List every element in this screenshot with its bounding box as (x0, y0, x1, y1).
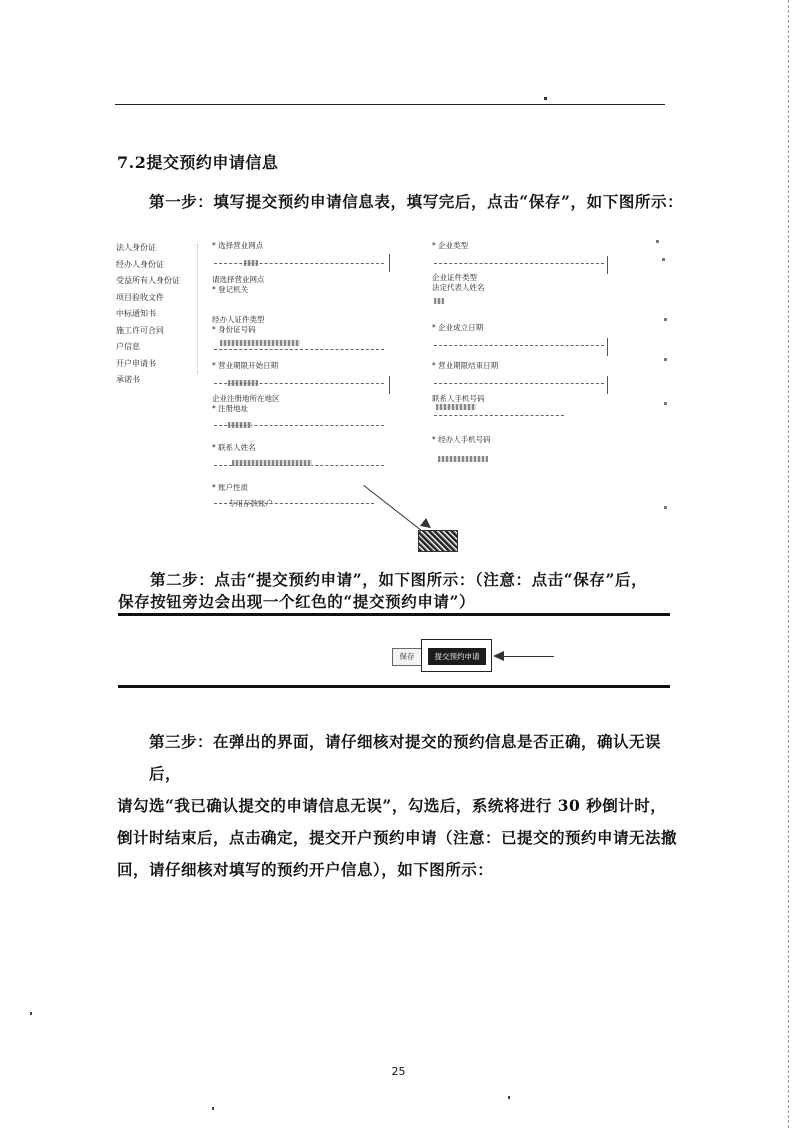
submit-reservation-button[interactable]: 提交预约申请 (428, 648, 486, 665)
step3-line: 第三步：在弹出的界面，请仔细核对提交的预约信息是否正确，确认无误后， (149, 732, 662, 783)
field-label: 经办人证件类型 (212, 315, 265, 324)
company-type-select[interactable] (434, 250, 604, 264)
sidebar-item[interactable]: 法人身份证 (116, 243, 156, 252)
speck (656, 240, 659, 243)
field-label: * 身份证号码 (212, 325, 256, 334)
select-edge (386, 254, 390, 272)
field-label: * 经办人手机号码 (432, 435, 491, 444)
field-label: * 联系人姓名 (212, 443, 256, 452)
field-edge (386, 376, 390, 394)
step2-text-line2: 保存按钮旁边会出现一个红色的“提交预约申请”） (118, 592, 476, 611)
sidebar-item[interactable]: 受益所有人身份证 (116, 276, 180, 285)
divider (197, 244, 198, 374)
field-edge (604, 338, 608, 356)
figure-top-rule (118, 613, 670, 616)
save-button[interactable]: 保存 (392, 648, 422, 666)
sidebar-item[interactable]: 开户申请书 (116, 358, 156, 368)
field-label: 企业注册地所在地区 (212, 394, 280, 403)
form-screenshot (116, 236, 674, 554)
obscured-value (244, 260, 258, 266)
sidebar-item[interactable]: 中标通知书 (116, 309, 156, 318)
field-label: * 登记机关 (212, 285, 249, 294)
field-label: * 营业期限结束日期 (432, 361, 499, 370)
speck (212, 1107, 214, 1110)
obscured-value (232, 460, 312, 466)
obscured-value (438, 456, 488, 462)
field-label: 专用存款账户 (228, 499, 273, 508)
contact-phone-field[interactable] (434, 402, 564, 416)
step3-paragraph (117, 726, 677, 886)
id-number-field[interactable] (214, 336, 384, 350)
field-label: * 营业期限开始日期 (212, 361, 279, 370)
sidebar-item[interactable]: 项目验收文件 (116, 292, 164, 302)
step3-line: 回，请仔细核对填写的预约开户信息），如下图所示： (117, 860, 494, 879)
save-button-image[interactable] (418, 530, 458, 552)
field-label: * 账户性质 (212, 483, 249, 492)
field-label: * 注册地址 (212, 404, 249, 413)
field-edge (604, 376, 608, 394)
sidebar-item[interactable]: 经办人身份证 (116, 259, 164, 269)
page-number: 25 (391, 1065, 406, 1078)
field-label: * 企业类型 (432, 241, 469, 250)
field-label: * 企业成立日期 (432, 323, 484, 332)
speck (662, 258, 665, 261)
obscured-value (434, 298, 444, 304)
speck (508, 1096, 510, 1099)
field-label: 法定代表人姓名 (432, 283, 485, 292)
speck (544, 97, 547, 100)
end-date-field[interactable] (434, 370, 604, 384)
established-date-field[interactable] (434, 332, 604, 346)
speck (664, 506, 667, 509)
step3-line: 倒计时结束后，点击确定，提交开户预约申请（注意：已提交的预约申请无法撤 (117, 828, 678, 847)
select-edge (604, 256, 608, 274)
speck (664, 318, 667, 321)
obscured-value (228, 422, 252, 428)
field-label: 请选择营业网点 (212, 275, 265, 284)
document-sidebar (116, 240, 196, 389)
sidebar-item[interactable]: 户信息 (116, 342, 140, 351)
sidebar-item[interactable]: 施工许可合同 (116, 325, 164, 335)
field-label: 企业证件类型 (432, 273, 477, 282)
speck (664, 358, 667, 361)
figure-bottom-rule (118, 685, 670, 688)
header-rule (115, 104, 665, 105)
step3-line: 请勾选“我已确认提交的申请信息无误”，勾选后，系统将进行 30 秒倒计时， (117, 796, 667, 815)
step2-text-line1: 第二步：点击“提交预约申请”，如下图所示：（注意：点击“保存”后， (150, 570, 648, 589)
pointer-arrow (502, 656, 554, 657)
account-type-select[interactable] (214, 490, 374, 504)
field-label: 联系人手机号码 (432, 394, 485, 403)
speck (30, 1012, 32, 1015)
obscured-value (228, 380, 258, 386)
branch-select[interactable] (214, 250, 384, 264)
section-title: 7.2提交预约申请信息 (117, 153, 279, 172)
page-edge (787, 0, 789, 1128)
step1-text: 第一步：填写提交预约申请信息表，填写完后，点击“保存”，如下图所示： (149, 192, 684, 211)
speck (664, 402, 667, 405)
sidebar-item[interactable]: 承诺书 (116, 375, 140, 384)
field-label: * 选择营业网点 (212, 241, 264, 250)
